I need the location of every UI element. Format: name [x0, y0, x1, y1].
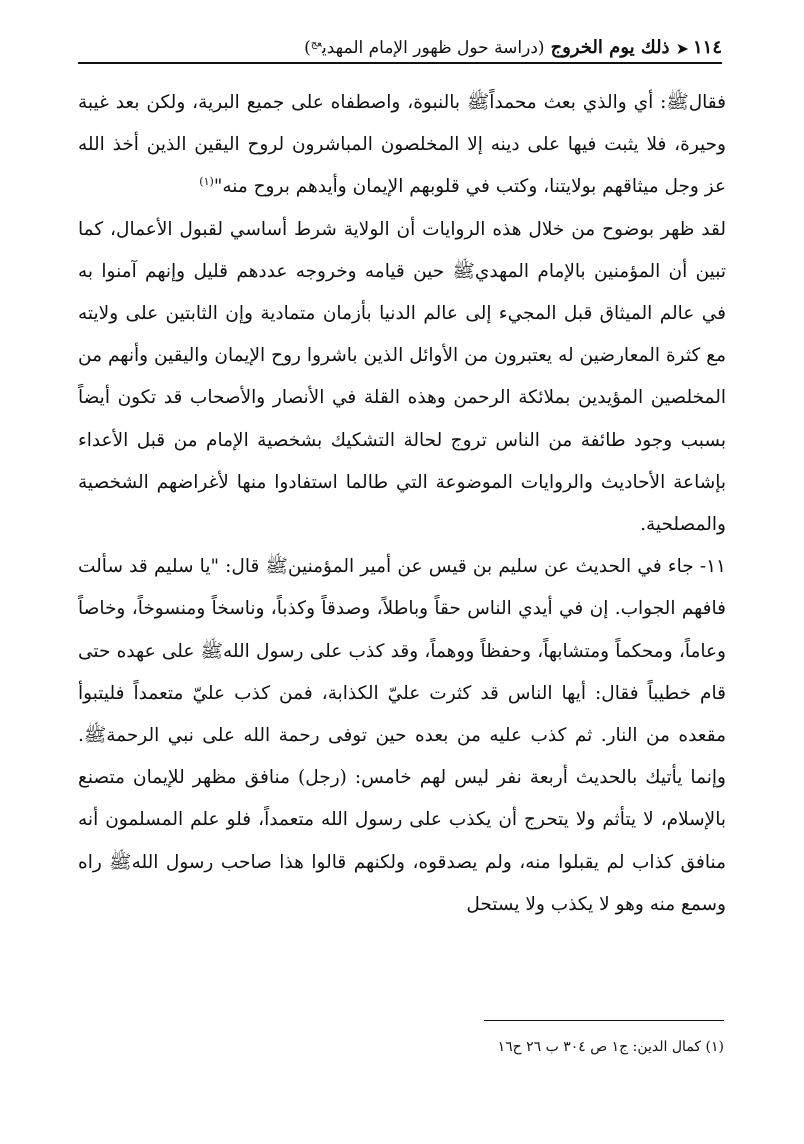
text-line: رحمة الله على نبي الرحمةﷺ. وإنما يأتيك بالحديث أربعة نفر ليس لهم خامس: — [78, 725, 726, 789]
paragraph-2 — [78, 209, 726, 547]
text-line: ١١- جاء في الحديث عن سليم بن قيس عن أمير المؤمنينﷺ قال: "يا سليم قد — [129, 556, 726, 578]
text-line: رسول الله متعمداً، فلو علم المسلمون أنه منافق كذاب لم يقبلوا منه، ولم يصدقوه، — [78, 809, 726, 873]
text-line: استفادوا منها لأغراضهم الشخصية والمصلحية. — [78, 471, 726, 536]
text-line: سألت فافهم الجواب. إن في أيدي الناس حقاً وباطلاً، وصدقاً وكذباً، وناسخاً — [78, 556, 726, 620]
text-line: فقالﷺ: أي والذي بعث محمداًﷺ بالنبوة، واصطفاه على جميع البرية، ولكن بعد — [115, 92, 726, 113]
footnote-divider — [484, 1020, 724, 1021]
paragraph-1 — [78, 82, 726, 209]
body-text — [78, 82, 726, 926]
text-line: (رجل) منافق مظهر للإيمان متصنع بالإسلام، لا يتأثم ولا يتحرج أن يكذب على — [78, 767, 726, 831]
text-line: لقد ظهر بوضوح من خلال هذه الروايات أن الولاية شرط أساسي لقبول — [179, 218, 726, 240]
text-line: على ولايته مع كثرة المعارضين له يعتبرون من الأوائل الذين باشروا روح الإيمان — [78, 303, 727, 367]
book-subtitle: (دراسة حول ظهور الإمام المهدي$^{عج}$) — [304, 38, 545, 58]
honorific-mark: عج — [310, 38, 322, 50]
page-number: ١١٤ — [692, 37, 722, 58]
text-line: رسول اللهﷺ على عهده حتى قام خطيباً فقال: أيها الناس قد كثرت عليّ الكذابة، — [78, 640, 726, 704]
footnote-reference[interactable]: (١) — [199, 175, 214, 189]
text-line: وإنهم آمنوا به في عالم الميثاق قبل المجيء إلى عالم الدنيا بأزمان متمادية وإن الثابتين — [78, 260, 726, 325]
footnote: (١) كمال الدين: ج١ ص ٣٠٤ ب ٢٦ ح١٦ — [497, 1039, 724, 1055]
text-line: غيبة وحيرة، فلا يثبت فيها على دينه إلا المخلصون المباشرون لروح اليقين الذين — [78, 92, 726, 156]
running-header — [78, 30, 722, 64]
text-line: بشخصية الإمام من قبل الأعداء بإشاعة الأحاديث والروايات الموضوعة التي طالما — [78, 429, 727, 493]
text-line: واليقين وأنهم من المخلصين المؤيدين بملائكة الرحمن وهذه القلة في الأنصار — [78, 345, 726, 409]
text-line: فمن كذب عليّ متعمداً فليتبوأ مقعده من النار. ثم كذب عليه من بعده حين توفى — [78, 682, 726, 747]
text-line: والأصحاب قد تكون أيضاً بسبب وجود طائفة من الناس تروج لحالة التشكيك — [78, 387, 726, 451]
paragraph-3 — [78, 546, 726, 926]
arrow-icon: ➤ — [675, 39, 689, 58]
text-line: الأعمال، كما تبين أن المؤمنين بالإمام المهديﷺ حين قيامه وخروجه عددهم قليل — [78, 218, 726, 282]
text-line: ولكنهم قالوا هذا صاحب رسول اللهﷺ راه وسمع منه وهو لا يكذب ولا يستحل — [78, 851, 726, 915]
text-line: ومنسوخاً، وخاصاً وعاماً، ومحكماً ومتشابهاً، وحفظاً ووهماً، وقد كذب على — [78, 598, 726, 662]
text-line: أخذ الله عز وجل ميثاقهم بولايتنا، وكتب في قلوبهم الإيمان وأيدهم بروح منه" — [78, 134, 726, 198]
book-title: ذلك يوم الخروج — [550, 37, 670, 58]
